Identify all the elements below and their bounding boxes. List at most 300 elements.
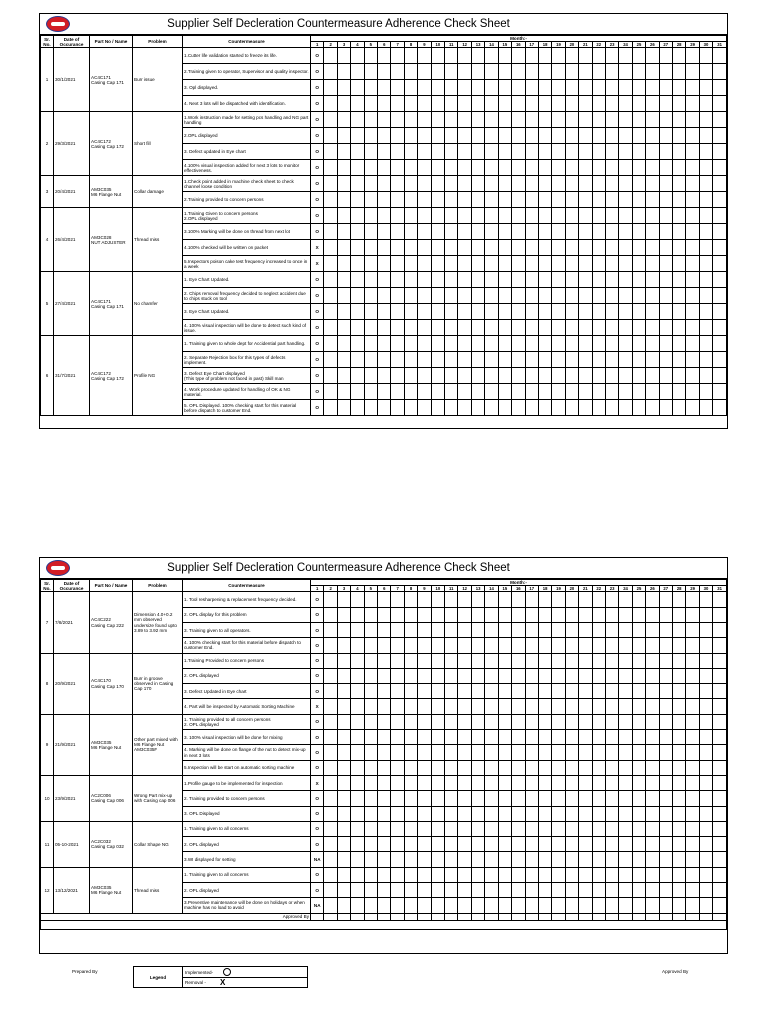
day-cell (592, 256, 605, 272)
problem-text: Dimension 4.0+0.2 mm observed undersize found upto 3.89 to 3.92 mm (133, 592, 183, 653)
day-cell (552, 64, 565, 80)
day-cell (686, 336, 699, 352)
day-cell (512, 745, 525, 760)
day-cell (713, 714, 727, 729)
day-cell (431, 96, 444, 112)
day-cell (592, 48, 605, 64)
day-cell (512, 730, 525, 745)
occurrence-date: 21/9/2021 (54, 714, 90, 775)
day-cell (471, 160, 484, 176)
day-cell (324, 760, 337, 775)
countermeasure-text: 4. 100% checking start for this material before dispatch to customer End. (183, 638, 311, 653)
day-cell (418, 48, 431, 64)
day-cell (552, 714, 565, 729)
day-cell (686, 112, 699, 128)
day-cell (619, 730, 632, 745)
day-cell (485, 336, 498, 352)
day-cell (538, 898, 551, 913)
day-cell (404, 224, 417, 240)
day-cell (351, 304, 364, 320)
day-cell (552, 806, 565, 821)
day-cell (632, 714, 645, 729)
day-number: 8 (404, 42, 417, 48)
day-number: 25 (632, 586, 645, 592)
day-number: 28 (672, 586, 685, 592)
day-cell (337, 368, 350, 384)
day-cell (632, 653, 645, 668)
day-cell (351, 272, 364, 288)
countermeasure-text: 3. Defect Updated in Eye chart (183, 684, 311, 699)
day-cell (485, 48, 498, 64)
day-cell (458, 760, 471, 775)
day-cell (378, 791, 391, 806)
countermeasure-text: 1.Work instruction made for setting pcs handling and NG part handling (183, 112, 311, 128)
day-cell (632, 760, 645, 775)
status-mark: O (311, 592, 324, 607)
problem-header: Problem (133, 36, 183, 48)
day-cell (351, 80, 364, 96)
day-cell (592, 821, 605, 836)
day-cell (672, 144, 685, 160)
day-number: 11 (445, 42, 458, 48)
day-cell (378, 592, 391, 607)
day-cell (378, 699, 391, 714)
occurrence-date: 31/7/2021 (54, 336, 90, 416)
day-cell (592, 288, 605, 304)
day-cell (605, 192, 618, 208)
day-cell (579, 653, 592, 668)
day-cell (391, 852, 404, 867)
day-cell (632, 638, 645, 653)
countermeasure-text: 4.100% visual inspection added for next 3 lots to monitor effectiveness. (183, 160, 311, 176)
day-cell (471, 64, 484, 80)
day-cell (672, 837, 685, 852)
day-cell (418, 192, 431, 208)
day-cell (713, 384, 727, 400)
day-cell (324, 837, 337, 852)
day-cell (337, 176, 350, 192)
day-cell (458, 699, 471, 714)
day-cell (324, 699, 337, 714)
day-cell (686, 304, 699, 320)
day-cell (324, 883, 337, 898)
day-number: 2 (324, 42, 337, 48)
day-cell (525, 384, 538, 400)
day-cell (713, 240, 727, 256)
day-cell (659, 336, 672, 352)
day-cell (431, 256, 444, 272)
day-cell (364, 256, 377, 272)
countermeasure-text: 2. OPL displayed (183, 883, 311, 898)
day-cell (337, 112, 350, 128)
day-cell (431, 791, 444, 806)
day-cell (605, 852, 618, 867)
day-cell (672, 714, 685, 729)
occurrence-date: 23/9/2021 (54, 775, 90, 821)
day-cell (471, 48, 484, 64)
day-cell (565, 638, 578, 653)
status-mark: O (311, 760, 324, 775)
day-cell (619, 623, 632, 638)
day-cell (699, 192, 712, 208)
day-cell (672, 791, 685, 806)
status-mark: X (311, 775, 324, 790)
day-cell (605, 898, 618, 913)
day-cell (579, 192, 592, 208)
day-cell (538, 144, 551, 160)
day-cell (605, 176, 618, 192)
day-cell (445, 607, 458, 622)
day-cell (592, 760, 605, 775)
day-cell (619, 699, 632, 714)
day-cell (512, 791, 525, 806)
day-cell (659, 368, 672, 384)
day-cell (471, 760, 484, 775)
day-cell (592, 64, 605, 80)
day-cell (458, 176, 471, 192)
day-cell (525, 256, 538, 272)
day-cell (471, 791, 484, 806)
day-cell (605, 653, 618, 668)
day-cell (619, 821, 632, 836)
day-cell (632, 144, 645, 160)
day-cell (498, 775, 511, 790)
problem-text: Thread miss (133, 867, 183, 913)
day-number: 27 (659, 42, 672, 48)
day-cell (512, 867, 525, 882)
day-cell (337, 272, 350, 288)
day-cell (391, 806, 404, 821)
day-cell (364, 48, 377, 64)
day-cell (324, 288, 337, 304)
day-cell (471, 837, 484, 852)
day-cell (619, 806, 632, 821)
day-cell (351, 96, 364, 112)
countermeasure-text: 4. Next 3 lots will be dispatched with identification. (183, 96, 311, 112)
day-cell (565, 653, 578, 668)
day-number: 5 (364, 42, 377, 48)
day-cell (525, 96, 538, 112)
day-cell (498, 714, 511, 729)
day-cell (471, 592, 484, 607)
status-mark: O (311, 176, 324, 192)
day-cell (699, 760, 712, 775)
sr-number: 3 (41, 176, 54, 208)
day-cell (672, 699, 685, 714)
day-cell (525, 867, 538, 882)
status-mark: O (311, 352, 324, 368)
day-cell (659, 272, 672, 288)
day-cell (471, 208, 484, 224)
day-cell (431, 208, 444, 224)
day-cell (404, 684, 417, 699)
day-cell (445, 653, 458, 668)
day-cell (605, 745, 618, 760)
day-cell (538, 760, 551, 775)
day-cell (337, 852, 350, 867)
day-cell (324, 48, 337, 64)
day-cell (512, 272, 525, 288)
day-cell (418, 714, 431, 729)
day-cell (311, 913, 324, 920)
day-cell (498, 144, 511, 160)
status-mark: O (311, 867, 324, 882)
day-cell (592, 898, 605, 913)
day-cell (672, 806, 685, 821)
day-cell (579, 883, 592, 898)
day-cell (592, 913, 605, 920)
day-cell (445, 336, 458, 352)
day-cell (525, 913, 538, 920)
day-cell (699, 791, 712, 806)
day-cell (579, 791, 592, 806)
day-cell (445, 623, 458, 638)
day-cell (458, 368, 471, 384)
day-cell (445, 304, 458, 320)
day-cell (364, 913, 377, 920)
day-cell (512, 64, 525, 80)
day-cell (458, 64, 471, 80)
day-cell (565, 730, 578, 745)
day-cell (431, 128, 444, 144)
day-cell (431, 623, 444, 638)
day-cell (458, 112, 471, 128)
day-cell (686, 791, 699, 806)
day-cell (552, 791, 565, 806)
day-cell (579, 821, 592, 836)
day-cell (351, 336, 364, 352)
day-cell (324, 144, 337, 160)
countermeasure-text: 5.Inspection will be start on automatic sorting machine (183, 760, 311, 775)
day-number: 24 (619, 586, 632, 592)
day-cell (418, 730, 431, 745)
day-cell (391, 400, 404, 416)
day-cell (337, 400, 350, 416)
day-cell (592, 867, 605, 882)
day-cell (378, 96, 391, 112)
day-cell (337, 623, 350, 638)
day-cell (351, 176, 364, 192)
day-cell (512, 192, 525, 208)
status-mark: X (311, 699, 324, 714)
day-cell (337, 160, 350, 176)
table-row (41, 208, 727, 224)
day-cell (713, 607, 727, 622)
day-cell (418, 352, 431, 368)
occurrence-date: 26/4/2021 (54, 208, 90, 272)
day-cell (364, 176, 377, 192)
day-cell (498, 837, 511, 852)
day-cell (552, 272, 565, 288)
day-cell (364, 684, 377, 699)
countermeasure-text: 4. Marking will be done on flange of the nut to detect mix-up in next 3 lots (183, 745, 311, 760)
day-cell (552, 160, 565, 176)
day-cell (686, 760, 699, 775)
day-cell (324, 730, 337, 745)
day-cell (471, 699, 484, 714)
day-cell (391, 684, 404, 699)
day-cell (565, 898, 578, 913)
day-cell (364, 806, 377, 821)
day-cell (605, 913, 618, 920)
day-cell (552, 352, 565, 368)
day-cell (485, 144, 498, 160)
day-cell (337, 224, 350, 240)
countermeasure-text: 1. Training given to all concerns (183, 867, 311, 882)
day-cell (498, 288, 511, 304)
day-cell (404, 320, 417, 336)
day-cell (525, 272, 538, 288)
day-cell (351, 400, 364, 416)
day-number: 15 (498, 586, 511, 592)
day-cell (552, 336, 565, 352)
day-cell (538, 384, 551, 400)
day-cell (512, 400, 525, 416)
day-cell (538, 913, 551, 920)
day-cell (605, 623, 618, 638)
day-cell (686, 607, 699, 622)
day-cell (498, 160, 511, 176)
day-cell (579, 592, 592, 607)
day-cell (579, 208, 592, 224)
day-cell (659, 883, 672, 898)
occurrence-date: 29/3/2021 (54, 112, 90, 176)
day-cell (431, 730, 444, 745)
day-cell (552, 913, 565, 920)
day-cell (445, 272, 458, 288)
day-cell (418, 760, 431, 775)
day-cell (659, 48, 672, 64)
day-cell (659, 304, 672, 320)
day-number: 5 (364, 586, 377, 592)
day-cell (605, 320, 618, 336)
day-cell (498, 192, 511, 208)
day-cell (485, 791, 498, 806)
day-cell (672, 256, 685, 272)
problem-text: No chamfer (133, 272, 183, 336)
day-cell (337, 714, 350, 729)
day-cell (337, 837, 350, 852)
day-cell (378, 913, 391, 920)
day-cell (391, 653, 404, 668)
day-cell (404, 852, 417, 867)
day-cell (471, 256, 484, 272)
day-cell (713, 791, 727, 806)
day-cell (579, 256, 592, 272)
sr-number: 10 (41, 775, 54, 821)
day-cell (579, 898, 592, 913)
day-cell (378, 775, 391, 790)
table-row (41, 821, 727, 836)
day-cell (686, 256, 699, 272)
day-cell (471, 775, 484, 790)
occurrence-date: 05-10-2021 (54, 821, 90, 867)
day-cell (404, 837, 417, 852)
day-cell (324, 384, 337, 400)
day-cell (445, 64, 458, 80)
part-name: AM3C035 M6 Flange Nut (90, 867, 133, 913)
part-name: AC4C172 Casing Cap 172 (90, 336, 133, 416)
day-cell (404, 775, 417, 790)
day-cell (605, 272, 618, 288)
day-cell (565, 668, 578, 683)
day-cell (378, 837, 391, 852)
problem-text: Short fill (133, 112, 183, 176)
day-cell (404, 192, 417, 208)
day-cell (418, 208, 431, 224)
day-cell (619, 288, 632, 304)
day-cell (646, 714, 659, 729)
part-name: AM3C035 M6 Flange Nut (90, 176, 133, 208)
day-cell (351, 684, 364, 699)
day-cell (391, 48, 404, 64)
day-cell (324, 653, 337, 668)
day-cell (351, 913, 364, 920)
day-cell (512, 176, 525, 192)
day-cell (552, 837, 565, 852)
day-cell (646, 638, 659, 653)
day-cell (512, 821, 525, 836)
day-cell (471, 913, 484, 920)
part-name: AM3C035 M6 Flange Nut (90, 714, 133, 775)
day-cell (632, 176, 645, 192)
day-cell (699, 837, 712, 852)
day-cell (552, 368, 565, 384)
table-row (41, 714, 727, 729)
day-cell (418, 112, 431, 128)
day-cell (337, 883, 350, 898)
day-cell (605, 791, 618, 806)
day-cell (592, 320, 605, 336)
day-cell (431, 714, 444, 729)
day-cell (672, 208, 685, 224)
day-cell (646, 852, 659, 867)
day-cell (418, 128, 431, 144)
day-cell (337, 760, 350, 775)
day-cell (471, 304, 484, 320)
day-cell (471, 96, 484, 112)
day-cell (351, 320, 364, 336)
status-mark: O (311, 607, 324, 622)
day-cell (699, 592, 712, 607)
day-cell (351, 714, 364, 729)
day-cell (418, 176, 431, 192)
day-cell (659, 898, 672, 913)
day-number: 30 (699, 586, 712, 592)
countermeasure-text: 3.WI displayed for setting (183, 852, 311, 867)
day-cell (391, 96, 404, 112)
day-cell (646, 208, 659, 224)
countermeasure-text: 1. Tool resharpening & replacement frequency decided. (183, 592, 311, 607)
day-cell (659, 607, 672, 622)
countermeasure-text: 4. Work procedure updated for handling of OK & NG material. (183, 384, 311, 400)
day-cell (458, 623, 471, 638)
day-number: 31 (713, 42, 727, 48)
day-cell (646, 48, 659, 64)
countermeasure-text: 2. Chips removal frequency decided to neglect accident due to chips stuck on tool (183, 288, 311, 304)
day-cell (431, 745, 444, 760)
sr-number: 12 (41, 867, 54, 913)
table-row (41, 653, 727, 668)
day-cell (404, 368, 417, 384)
day-cell (458, 806, 471, 821)
day-cell (699, 821, 712, 836)
day-cell (324, 192, 337, 208)
day-cell (686, 80, 699, 96)
day-cell (351, 240, 364, 256)
day-cell (525, 699, 538, 714)
day-cell (619, 96, 632, 112)
